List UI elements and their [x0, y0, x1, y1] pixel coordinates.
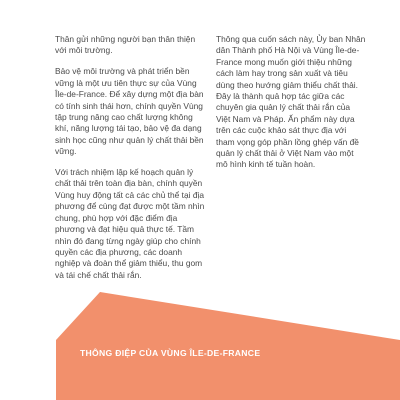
banner-main-shape [56, 292, 400, 400]
planning-paragraph: Với trách nhiệm lập kế hoạch quản lý chất thải trên toàn địa bàn, chính quyền Vùng huy động tất cả các chủ thể tại địa phương để cùng đạt được một tầm nhìn chung, phù hợp với đặc điểm địa phương và đạt hiệu quả thực tế. Tầm nhìn đó đang từng ngày giúp cho chính quyền các địa phương, các doanh nghiệp và đoàn thể giảm thiểu, thu gom và tái chế chất thải rắn. [55, 167, 205, 280]
book-intro-paragraph: Thông qua cuốn sách này, Ủy ban Nhân dân Thành phố Hà Nội và Vùng Île-de-France mong muốn giới thiệu những cách làm hay trong sản xuất và tiêu dùng theo hướng giảm thiểu chất thải. Đây là thành quả hợp tác giữa các chuyên gia quản lý chất thải rắn của Việt Nam và Pháp. Ấn phẩm này dựa trên các cuộc khảo sát thực địa với tham vọng góp phần lồng ghép vấn đề quản lý chất thải ở Việt Nam vào một mô hình kinh tế tuần hoàn. [216, 34, 366, 170]
priority-paragraph: Bảo vệ môi trường và phát triển bền vững là một ưu tiên thực sự của Vùng Île-de-France. Để xây dựng một địa bàn có tính sinh thái hơn, chính quyền Vùng tập trung nâng cao chất lượng không khí, năng lượng tái tạo, bảo vệ đa dạng sinh học cũng như quản lý chất thải bền vững. [55, 66, 204, 157]
greeting-paragraph: Thân gửi những người bạn thân thiện với môi trường. [55, 34, 196, 56]
banner-title: THÔNG ĐIỆP CỦA VÙNG ÎLE-DE-FRANCE [80, 348, 261, 358]
